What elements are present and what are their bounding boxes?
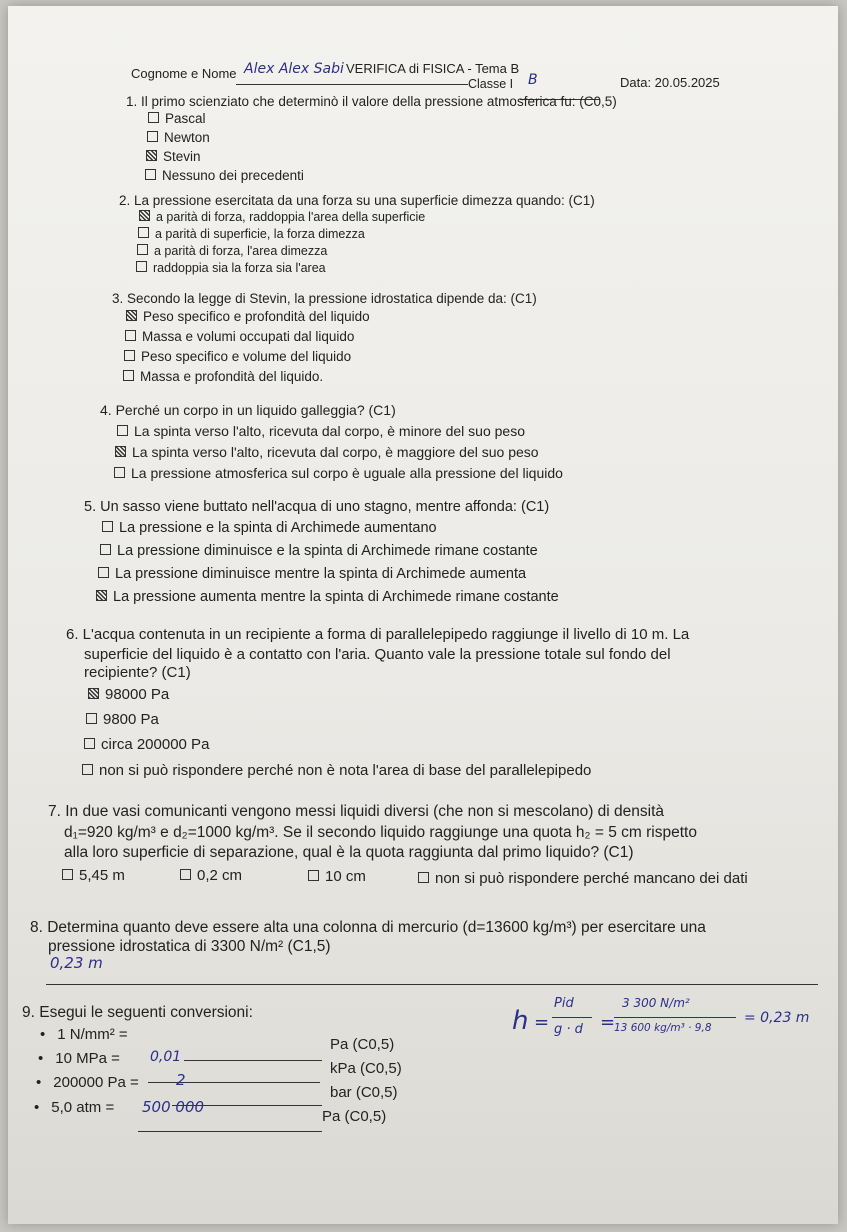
q1-option-label: Newton <box>164 130 210 145</box>
calc-equals-1: = <box>534 1012 550 1033</box>
q8-answer[interactable]: 0,23 m <box>50 954 103 972</box>
q3-option-label: Peso specifico e profondità del liquido <box>143 309 370 324</box>
checkbox-icon[interactable] <box>308 870 319 881</box>
name-label: Cognome e Nome <box>131 66 237 81</box>
question-7-line-2-rest: . Se il secondo liquido raggiunge una quota h₂ = 5 cm rispetto <box>274 824 697 841</box>
conversion-left: 5,0 atm = <box>51 1099 115 1116</box>
q5-option-label: La pressione diminuisce mentre la spinta di Archimede aumenta <box>115 566 527 582</box>
checkbox-icon[interactable] <box>137 244 148 255</box>
q1-option-label: Stevin <box>163 149 201 164</box>
bullet-icon: • <box>38 1050 44 1067</box>
q6-option-label: 9800 Pa <box>103 711 159 728</box>
q3-option-3[interactable] <box>124 349 351 364</box>
question-7-line-1: 7. In due vasi comunicanti vengono messi liquidi diversi (che non si mescolano) di densità <box>48 803 665 820</box>
q3-option-label: Peso specifico e volume del liquido <box>141 349 352 364</box>
conversion-3 <box>36 1074 139 1091</box>
checkbox-icon[interactable] <box>114 467 125 478</box>
q2-option-label: a parità di forza, raddoppia l'area della superficie <box>156 210 426 224</box>
checkbox-icon[interactable] <box>180 869 191 880</box>
checkbox-icon[interactable] <box>136 261 147 272</box>
q7-option-label: 10 cm <box>325 868 366 885</box>
q1-option-1[interactable] <box>148 111 206 126</box>
q4-option-label: La pressione atmosferica sul corpo è uguale alla pressione del liquido <box>131 465 563 481</box>
q8-answer-line <box>46 972 818 990</box>
class-value: B <box>528 72 538 88</box>
calc-h: h <box>512 1006 529 1036</box>
bullet-icon: • <box>36 1074 42 1091</box>
q4-option-3[interactable] <box>114 465 563 481</box>
checkbox-icon[interactable] <box>418 872 429 883</box>
checkbox-checked-icon[interactable] <box>146 150 157 161</box>
conversion-4 <box>34 1099 114 1116</box>
question-2: 2. La pressione esercitata da una forza su una superficie dimezza quando: (C1) <box>119 193 595 208</box>
question-3: 3. Secondo la legge di Stevin, la pressione idrostatica dipende da: (C1) <box>112 291 537 306</box>
question-6-line-3: recipiente? (C1) <box>84 664 191 681</box>
conversion-left: 10 MPa = <box>55 1050 120 1067</box>
calc-fraction-bar-1 <box>552 1017 592 1018</box>
conversion-3-answer[interactable]: 2 <box>176 1071 186 1089</box>
q3-option-4[interactable] <box>123 369 323 384</box>
q5-option-3[interactable] <box>98 566 526 582</box>
bullet-icon: • <box>40 1026 46 1043</box>
q5-option-1[interactable] <box>102 520 437 536</box>
q2-option-label: a parità di forza, l'area dimezza <box>154 244 328 258</box>
q5-option-label: La pressione diminuisce e la spinta di Archimede rimane costante <box>117 543 538 559</box>
conversion-left: 1 N/mm² = <box>57 1026 128 1043</box>
conversion-2-unit: kPa (C0,5) <box>330 1060 402 1077</box>
q4-option-label: La spinta verso l'alto, ricevuta dal corpo, è minore del suo peso <box>134 423 526 439</box>
density-2: d₂=1000 kg/m³ <box>173 824 275 841</box>
question-7-line-2: d₁=920 kg/m³ e d₂=1000 kg/m³. Se il secondo liquido raggiunge una quota h₂ = 5 cm rispetto <box>64 824 697 841</box>
q7-option-4[interactable] <box>418 870 748 887</box>
checkbox-icon[interactable] <box>125 330 136 341</box>
question-4: 4. Perché un corpo in un liquido galleggia? (C1) <box>100 402 396 418</box>
calc-fraction-bar-2 <box>614 1017 736 1018</box>
q7-option-2[interactable] <box>180 867 242 884</box>
question-1: 1. Il primo scienziato che determinò il valore della pressione atmosferica fu: (C0,5) <box>126 94 617 109</box>
question-5: 5. Un sasso viene buttato nell'acqua di uno stagno, mentre affonda: (C1) <box>84 499 550 515</box>
q7-option-1[interactable] <box>62 867 125 884</box>
q6-option-label: circa 200000 Pa <box>101 736 210 753</box>
checkbox-checked-icon[interactable] <box>88 688 99 699</box>
test-title: VERIFICA di FISICA - Tema B <box>346 61 520 76</box>
calc-result: = 0,23 m <box>744 1010 810 1026</box>
checkbox-icon[interactable] <box>82 764 93 775</box>
q4-option-label: La spinta verso l'alto, ricevuta dal corpo, è maggiore del suo peso <box>132 444 539 460</box>
question-9: 9. Esegui le seguenti conversioni: <box>22 1004 253 1021</box>
checkbox-icon[interactable] <box>100 544 111 555</box>
conversion-1-line[interactable] <box>184 1048 322 1066</box>
conversion-2-answer[interactable]: 0,01 <box>150 1049 182 1065</box>
conversion-4-answer[interactable]: 500 000 <box>142 1098 205 1116</box>
q4-option-2[interactable] <box>115 444 539 460</box>
checkbox-icon[interactable] <box>98 567 109 578</box>
calc-num-2: 3 300 N/m² <box>622 996 690 1010</box>
conversion-2-line[interactable] <box>148 1070 320 1088</box>
q3-option-2[interactable] <box>125 329 354 344</box>
exam-sheet <box>8 6 838 1224</box>
checkbox-icon[interactable] <box>84 738 95 749</box>
density-1: d₁=920 kg/m³ <box>64 824 156 841</box>
q1-option-3[interactable] <box>146 149 201 164</box>
date-label: Data: 20.05.2025 <box>620 75 720 90</box>
checkbox-icon[interactable] <box>124 350 135 361</box>
checkbox-checked-icon[interactable] <box>139 210 150 221</box>
q6-option-1[interactable] <box>88 686 169 703</box>
question-7-line-3: alla loro superficie di separazione, qual è la quota raggiunta dal primo liquido? (C1) <box>64 844 634 861</box>
q2-option-2[interactable] <box>138 227 365 241</box>
q7-option-label: non si può rispondere perché mancano dei dati <box>435 870 748 887</box>
q2-option-4[interactable] <box>136 261 326 275</box>
name-value: Alex Alex Sabi <box>244 61 344 77</box>
checkbox-icon[interactable] <box>117 425 128 436</box>
checkbox-icon[interactable] <box>148 112 159 123</box>
q6-option-label: non si può rispondere perché non è nota l'area di base del parallelepipedo <box>99 762 592 779</box>
q3-option-1[interactable] <box>126 309 370 324</box>
q7-option-label: 5,45 m <box>79 867 125 884</box>
checkbox-icon[interactable] <box>147 131 158 142</box>
checkbox-checked-icon[interactable] <box>96 590 107 601</box>
q7-option-3[interactable] <box>308 868 366 885</box>
conversion-4-unit: Pa (C0,5) <box>322 1108 387 1125</box>
checkbox-checked-icon[interactable] <box>126 310 137 321</box>
q3-option-label: Massa e profondità del liquido. <box>140 369 324 384</box>
q2-option-label: raddoppia sia la forza sia l'area <box>153 261 326 275</box>
q6-option-4[interactable] <box>82 762 591 779</box>
conversion-left: 200000 Pa = <box>53 1074 139 1091</box>
question-6-line-2: superficie del liquido è a contatto con l'aria. Quanto vale la pressione totale sul fondo del <box>84 646 671 663</box>
class-label: Classe I <box>468 77 514 91</box>
q5-option-4[interactable] <box>96 589 559 605</box>
conversion-4-line[interactable] <box>138 1119 322 1137</box>
q2-option-3[interactable] <box>137 244 327 258</box>
question-6-line-1: 6. L'acqua contenuta in un recipiente a forma di parallelepipedo raggiunge il livello di 10 m. La <box>66 626 690 643</box>
q1-option-label: Nessuno dei precedenti <box>162 168 304 183</box>
calc-den-2: 13 600 kg/m³ · 9,8 <box>614 1022 712 1034</box>
q5-option-2[interactable] <box>100 543 538 559</box>
calc-num-1: Pid <box>554 996 574 1011</box>
q6-option-3[interactable] <box>84 736 209 753</box>
q2-option-1[interactable] <box>139 210 425 224</box>
checkbox-icon[interactable] <box>62 869 73 880</box>
q6-option-2[interactable] <box>86 711 159 728</box>
q4-option-1[interactable] <box>117 423 525 439</box>
checkbox-icon[interactable] <box>123 370 134 381</box>
conversion-3-unit: bar (C0,5) <box>330 1084 398 1101</box>
checkbox-icon[interactable] <box>102 521 113 532</box>
q3-option-label: Massa e volumi occupati dal liquido <box>142 329 355 344</box>
q7-option-label: 0,2 cm <box>197 867 243 884</box>
bullet-icon: • <box>34 1099 40 1116</box>
q1-option-label: Pascal <box>165 111 206 126</box>
q5-option-label: La pressione aumenta mentre la spinta di Archimede rimane costante <box>113 589 559 605</box>
calc-equals-2: = <box>600 1012 616 1033</box>
conversion-2 <box>38 1050 120 1067</box>
checkbox-icon[interactable] <box>86 713 97 724</box>
q1-option-4[interactable] <box>145 168 304 183</box>
checkbox-checked-icon[interactable] <box>115 446 126 457</box>
q5-option-label: La pressione e la spinta di Archimede aumentano <box>119 520 437 536</box>
conversion-1-unit: Pa (C0,5) <box>330 1036 395 1053</box>
question-8-line-1: 8. Determina quanto deve essere alta una colonna di mercurio (d=13600 kg/m³) per esercitare una <box>30 919 706 936</box>
q6-option-label: 98000 Pa <box>105 686 170 703</box>
q2-option-label: a parità di superficie, la forza dimezza <box>155 227 365 241</box>
question-8-line-2: pressione idrostatica di 3300 N/m² (C1,5) <box>48 938 331 955</box>
q1-option-2[interactable] <box>147 130 210 145</box>
checkbox-icon[interactable] <box>145 169 156 180</box>
calc-den-1: g · d <box>554 1022 583 1037</box>
checkbox-icon[interactable] <box>138 227 149 238</box>
conversion-1 <box>40 1026 128 1043</box>
